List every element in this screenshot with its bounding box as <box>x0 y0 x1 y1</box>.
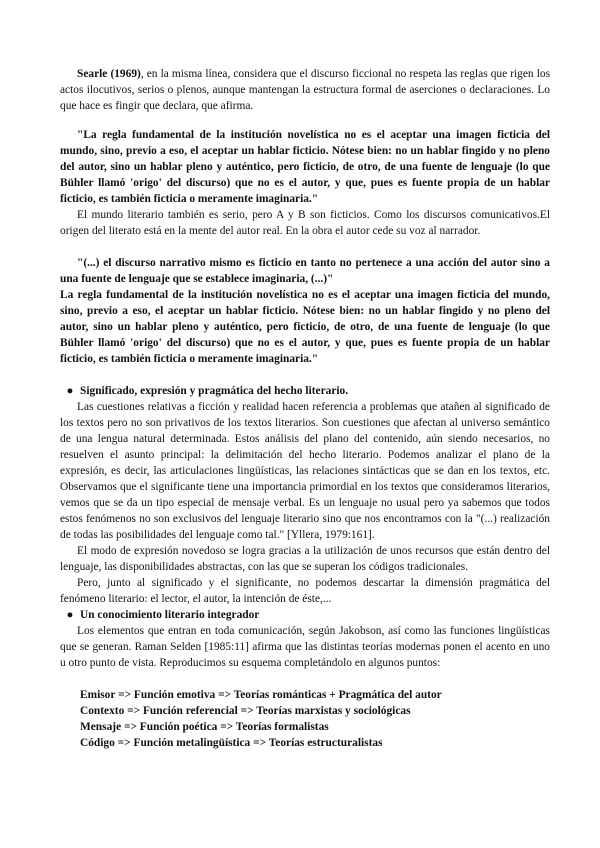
scheme-row-codigo: Código => Función metalingüística => Teorías estructuralistas <box>80 737 383 749</box>
scheme-row-contexto: Contexto => Función referencial => Teorías marxistas y sociológicas <box>80 705 411 717</box>
communication-scheme <box>80 687 550 751</box>
paragraph-fiction-reality: Las cuestiones relativas a ficción y realidad hacen referencia a problemas que atañen al significado de los textos pero no son privativos de los textos literarios. Son cuestiones que afectan al universo semántico de una lengua natural determinada. Estos análisis del plano del contenido, aún siendo necesarios, no resuelven el asunto principal: la delimitación del hecho literario. Podemos analizar el plano de la expresión, es decir, las articulaciones lingüísticas, las relaciones sintácticas que se dan en los textos, etc. Observamos que el significante tiene una importancia primordial en los textos que consideramos literarios, vemos que se da un tipo especial de mensaje verbal. Es un lenguaje no usual pero ya sabemos que todos estos fenómenos no son exclusivos del lenguaje literario sino que nos encontramos con la "(...) realización de todas las posibilidades del lenguaje como tal." [Yllera, 1979:161]. <box>60 401 550 541</box>
intro-lead: Searle (1969) <box>77 68 141 80</box>
quote-narrative-discourse: "(...) el discurso narrativo mismo es ficticio en tanto no pertenece a una acción del autor sino a una fuente de lenguaje que se establece imaginaria, (...)" <box>60 257 550 285</box>
paragraph-jakobson: Los elementos que entran en toda comunicación, según Jakobson, así como las funciones lingüísticas que se generan. Raman Selden [1985:11] afirma que las distintas teorías modernas ponen el acento en uno u otro punto de vista. Reproducimos su esquema completándolo en algunos puntos: <box>60 625 550 669</box>
section-heading-meaning <box>60 383 550 399</box>
paragraph-literary-world: El mundo literario también es serio, pero A y B son ficticios. Como los discursos comunicativos.El origen del literato está en la mente del autor real. En la obra el autor cede su voz al narrador. <box>60 209 550 237</box>
section-heading-text: Un conocimiento literario integrador <box>80 609 260 621</box>
scheme-row-mensaje: Mensaje => Función poética => Teorías formalistas <box>80 721 329 733</box>
bullet-icon: ● <box>66 609 74 621</box>
quote-searle: "La regla fundamental de la institución novelística no es el aceptar una imagen ficticia del mundo, sino, previo a eso, el aceptar un hablar ficticio. Nótese bien: no un hablar fingido y no pleno del autor, sino un hablar pleno y auténtico, pero ficticio, de otro, de una fuente de lenguaje (lo que Bühler llamó 'origo' del discurso) que no es el autor, y que, pues es fuente propia de un hablar ficticio, es también ficticia o meramente imaginaria." <box>60 129 550 205</box>
paragraph-pragmatic-dimension: Pero, junto al significado y el significante, no podemos descartar la dimensión pragmática del fenómeno literario: el lector, el autor, la intención de éste,... <box>60 577 550 605</box>
quote-novel-rule: La regla fundamental de la institución novelística no es el aceptar una imagen ficticia del mundo, sino, previo a eso, el aceptar un hablar ficticio. Nótese bien: no un hablar fingido y no pleno del autor, sino un hablar pleno y auténtico, pero ficticio, de otro, de una fuente de lenguaje (lo que Bühler llamó 'origo' del discurso) que no es el autor, y que, pues es fuente propia de un hablar ficticio, es también ficticia o meramente imaginaria." <box>60 289 550 365</box>
section-heading-integrative <box>60 607 550 623</box>
intro-paragraph <box>60 66 550 114</box>
document-page <box>60 66 550 751</box>
intro-text: , en la misma línea, considera que el discurso ficcional no respeta las reglas que rigen los actos ilocutivos, serios o plenos, aunque mantengan la estructura formal de aserciones o declaraciones. Lo que hace es fingir que declara, que afirma. <box>60 68 551 112</box>
bullet-icon: ● <box>66 385 74 397</box>
scheme-row-emisor: Emisor => Función emotiva => Teorías románticas + Pragmática del autor <box>80 689 442 701</box>
section-heading-text: Significado, expresión y pragmática del hecho literario. <box>80 385 349 397</box>
paragraph-expression-mode: El modo de expresión novedoso se logra gracias a la utilización de unos recursos que están dentro del lenguaje, las disponibilidades abstractas, con las que se superan los códigos tradicionales. <box>60 545 550 573</box>
